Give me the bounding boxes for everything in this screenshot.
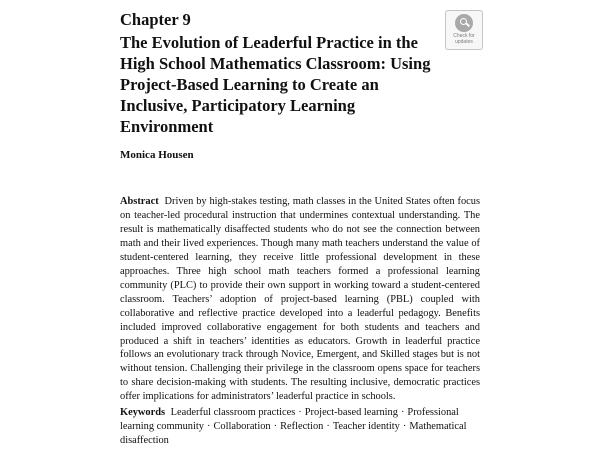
badge-text-line1: Check for: [453, 33, 475, 39]
keywords-label: Keywords: [120, 407, 166, 418]
keywords: Keywords Leaderful classroom practices · Project-based learning · Professional learning community · Collaboration · Reflection · Teacher identity · Mathematical disaffection: [120, 407, 467, 446]
author-name: Monica Housen: [120, 149, 194, 161]
keyword-item: Mathematical disaffection: [120, 420, 467, 446]
keyword-item: Project-based learning: [304, 407, 398, 418]
abstract-text: Driven by high-stakes testing, math classes in the United States often focus on teacher-led procedural instruction that undermines contextual understanding. The result is mathematically disaffected students who do not see the connection between math and their lived experiences. Though many math teachers understand the value of student-centered learning, they receive little professional development in these approaches. Three high school math teachers formed a professional learning community (PLC) to provide their own support in working toward a student-centered classroom. Teachers’ adoption of project-based learning (PBL) coupled with collaborative and reflective practice developed into a leaderful pedagogy. Benefits included improved collaborative engagement for both students and teachers and produced a shift in teachers’ identities as educators. Growth in leaderful practice follows an evolutionary track through Novice, Emergent, and Skilled stages but is not without tension. Challenging their privilege in the classroom opens space for teachers to share decision-making with students. The resulting inclusive, democratic practices offer implications for administrators’ leaderful practice in schools.: [120, 196, 480, 403]
chapter-title: The Evolution of Leaderful Practice in the High School Mathematics Classroom: Using Project-Based Learning to Create an Inclusive, Participatory Learning Environment: [120, 33, 431, 136]
chapter-number: Chapter 9: [120, 10, 191, 29]
keyword-item: Reflection: [280, 420, 324, 432]
check-for-updates-icon: [455, 14, 473, 32]
keyword-item: Collaboration: [213, 420, 271, 432]
keyword-item: Leaderful classroom practices: [170, 407, 296, 418]
keyword-item: Teacher identity: [332, 420, 400, 432]
check-for-updates-badge[interactable]: [445, 10, 483, 50]
badge-text-line2: updates: [455, 39, 473, 45]
abstract: [120, 195, 480, 404]
keyword-item: Professional learning community: [120, 407, 459, 432]
abstract-label: Abstract: [120, 196, 159, 207]
